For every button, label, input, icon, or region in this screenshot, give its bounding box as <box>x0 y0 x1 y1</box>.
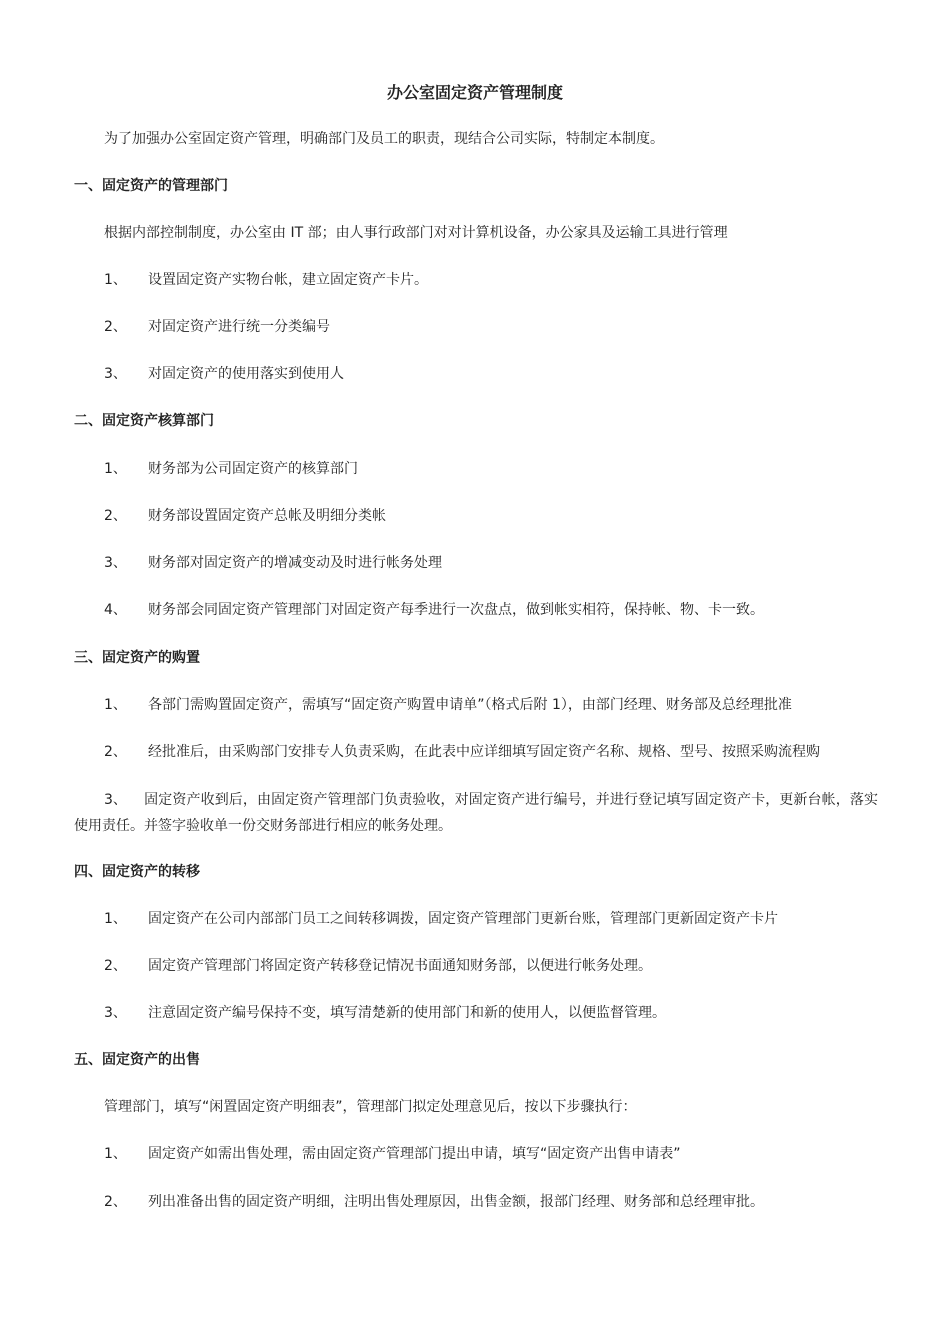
list-item-text: 财务部设置固定资产总帐及明细分类帐 <box>148 508 386 524</box>
list-item-number: 2、 <box>104 1194 127 1210</box>
list-item <box>74 787 878 839</box>
list-item <box>104 1003 666 1023</box>
list-item-number: 1、 <box>104 1146 127 1162</box>
list-item-number: 3、 <box>104 1005 127 1021</box>
list-item <box>104 553 442 573</box>
list-item-number: 1、 <box>104 911 127 927</box>
section-3-heading: 三、固定资产的购置 <box>74 650 200 666</box>
section-5-intro: 管理部门，填写“闲置固定资产明细表”，管理部门拟定处理意见后，按以下步骤执行： <box>104 1099 637 1115</box>
list-item <box>104 270 428 290</box>
list-item-text: 财务部为公司固定资产的核算部门 <box>148 461 358 477</box>
document-title: 办公室固定资产管理制度 <box>386 83 563 102</box>
list-item-number: 1、 <box>104 461 127 477</box>
section-1-heading: 一、固定资产的管理部门 <box>74 178 228 194</box>
list-item-number: 1、 <box>104 272 127 288</box>
list-item-number: 2、 <box>104 958 127 974</box>
intro-paragraph: 为了加强办公室固定资产管理，明确部门及员工的职责，现结合公司实际，特制定本制度。 <box>104 131 664 147</box>
list-item-text: 列出准备出售的固定资产明细，注明出售处理原因，出售金额，报部门经理、财务部和总经理审批。 <box>148 1194 764 1210</box>
list-item <box>104 1144 681 1164</box>
list-item-text: 经批准后，由采购部门安排专人负责采购，在此表中应详细填写固定资产名称、规格、型号、按照采购流程购 <box>148 744 820 760</box>
list-item-text: 注意固定资产编号保持不变，填写清楚新的使用部门和新的使用人，以便监督管理。 <box>148 1005 666 1021</box>
list-item <box>104 364 344 384</box>
list-item-text: 财务部会同固定资产管理部门对固定资产每季进行一次盘点，做到帐实相符，保持帐、物、卡一致。 <box>148 602 764 618</box>
list-item-text: 固定资产如需出售处理，需由固定资产管理部门提出申请，填写“固定资产出售申请表” <box>148 1146 681 1162</box>
list-item-text: 固定资产收到后，由固定资产管理部门负责验收，对固定资产进行编号，并进行登记填写固定资产卡，更新台帐，落实使用责任。并签字验收单一份交财务部进行相应的帐务处理。 <box>74 792 878 834</box>
list-item-text: 对固定资产的使用落实到使用人 <box>148 366 344 382</box>
list-item <box>104 742 820 762</box>
list-item <box>104 506 386 526</box>
list-item <box>104 600 764 620</box>
list-item <box>104 1192 764 1212</box>
list-item-number: 3、 <box>104 555 127 571</box>
list-item-number: 4、 <box>104 602 127 618</box>
list-item-number: 3、 <box>104 792 127 808</box>
list-item-number: 2、 <box>104 508 127 524</box>
list-item-text: 固定资产管理部门将固定资产转移登记情况书面通知财务部，以便进行帐务处理。 <box>148 958 652 974</box>
list-item-text: 对固定资产进行统一分类编号 <box>148 319 330 335</box>
section-4-heading: 四、固定资产的转移 <box>74 864 200 880</box>
list-item <box>104 317 330 337</box>
list-item-text: 设置固定资产实物台帐，建立固定资产卡片。 <box>148 272 428 288</box>
list-item <box>104 909 778 929</box>
section-2-heading: 二、固定资产核算部门 <box>74 413 214 429</box>
list-item-text: 财务部对固定资产的增减变动及时进行帐务处理 <box>148 555 442 571</box>
list-item-text: 各部门需购置固定资产，需填写“固定资产购置申请单”（格式后附 1），由部门经理、财务部及总经理批准 <box>148 697 792 713</box>
section-1-intro: 根据内部控制制度，办公室由 IT 部；由人事行政部门对对计算机设备，办公家具及运输工具进行管理 <box>104 225 728 241</box>
section-5-heading: 五、固定资产的出售 <box>74 1052 200 1068</box>
list-item-number: 3、 <box>104 366 127 382</box>
list-item <box>104 695 792 715</box>
list-item <box>104 956 652 976</box>
list-item-number: 2、 <box>104 319 127 335</box>
list-item <box>104 459 358 479</box>
list-item-number: 1、 <box>104 697 127 713</box>
list-item-number: 2、 <box>104 744 127 760</box>
list-item-text: 固定资产在公司内部部门员工之间转移调拨，固定资产管理部门更新台账，管理部门更新固定资产卡片 <box>148 911 778 927</box>
